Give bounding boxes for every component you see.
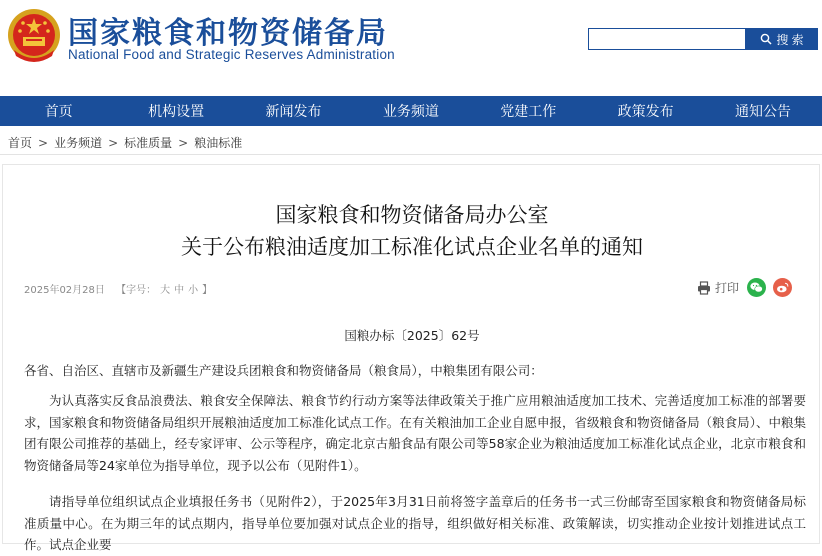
- font-size-small[interactable]: 小: [188, 285, 199, 296]
- publish-date: 2025年02月28日: [24, 285, 105, 296]
- weibo-share-button[interactable]: [773, 278, 792, 297]
- main-nav: [0, 96, 822, 126]
- article-paragraph: 请指导单位组织试点企业填报任务书（见附件2），于2025年3月31日前将签字盖章后的任务书一式三份邮寄至国家粮食和物资储备局标准质量中心。在为期三年的试点期内，指导单位要加强对试点企业的指导，组织做好相关标准、政策解读，切实推动企业按计划推进试点工作。试点企业要: [24, 494, 806, 552]
- breadcrumb: [8, 134, 242, 151]
- search-input[interactable]: [588, 28, 746, 50]
- nav-item-organization[interactable]: 机构设置: [148, 104, 205, 120]
- search-button[interactable]: [746, 28, 818, 50]
- breadcrumb-grain-oil-standards[interactable]: 粮油标准: [194, 136, 243, 150]
- article-paragraph: 为认真落实反食品浪费法、粮食安全保障法、粮食节约行动方案等法律政策关于推广应用粮油适度加工技术、完善适度加工标准的部署要求，国家粮食和物资储备局组织开展粮油适度加工标准化试点工作。在有关粮油加工企业自愿申报，省级粮食和物资储备局（粮食局）、中粮集团有限公司推荐的基础上，经专家评审、公示等程序，确定北京古船食品有限公司等58家企业为粮油适度加工标准化试点企业，北京市粮食和物资储备局等24家单位为指导单位，现予以公布（见附件1）。: [24, 393, 806, 473]
- breadcrumb-divider: [0, 154, 822, 155]
- breadcrumb-separator: >: [178, 135, 189, 150]
- article-title-line1: 国家粮食和物资储备局办公室: [275, 203, 549, 227]
- salutation: 各省、自治区、直辖市及新疆生产建设兵团粮食和物资储备局（粮食局），中粮集团有限公司：: [24, 363, 543, 378]
- nav-item-policy[interactable]: 政策发布: [617, 104, 674, 120]
- search-icon: [760, 33, 772, 45]
- breadcrumb-home[interactable]: 首页: [8, 136, 33, 150]
- site-header: [0, 0, 822, 94]
- breadcrumb-business[interactable]: 业务频道: [54, 136, 103, 150]
- print-label: 打印: [715, 281, 740, 295]
- font-size-medium[interactable]: 中: [174, 285, 185, 296]
- font-size-label: 【字号：: [116, 285, 157, 296]
- font-size-close: 】: [202, 285, 213, 296]
- nav-item-notices[interactable]: 通知公告: [735, 104, 792, 120]
- weibo-icon: [776, 282, 789, 293]
- document-number: 国粮办标〔2025〕62号: [344, 328, 480, 343]
- national-emblem-icon[interactable]: [6, 6, 62, 68]
- breadcrumb-separator: >: [38, 135, 49, 150]
- search-button-label: 搜 索: [776, 32, 804, 47]
- nav-item-home[interactable]: 首页: [44, 104, 73, 120]
- breadcrumb-separator: >: [108, 135, 119, 150]
- article-panel: [2, 164, 820, 552]
- site-subtitle: National Food and Strategic Reserves Administration: [68, 47, 395, 62]
- font-size-large[interactable]: 大: [160, 285, 171, 296]
- wechat-share-button[interactable]: [747, 278, 766, 297]
- breadcrumb-standards[interactable]: 标准质量: [124, 136, 173, 150]
- site-title[interactable]: 国家粮食和物资储备局: [68, 16, 388, 51]
- article-title-line2: 关于公布粮油适度加工标准化试点企业名单的通知: [181, 235, 643, 259]
- nav-item-party[interactable]: 党建工作: [500, 104, 557, 120]
- nav-item-news[interactable]: 新闻发布: [265, 104, 322, 120]
- wechat-icon: [750, 282, 763, 293]
- print-button[interactable]: [697, 279, 739, 296]
- font-size-control: [114, 285, 214, 296]
- nav-item-business[interactable]: 业务频道: [382, 104, 439, 120]
- printer-icon: [697, 281, 711, 295]
- article-meta: [24, 281, 214, 296]
